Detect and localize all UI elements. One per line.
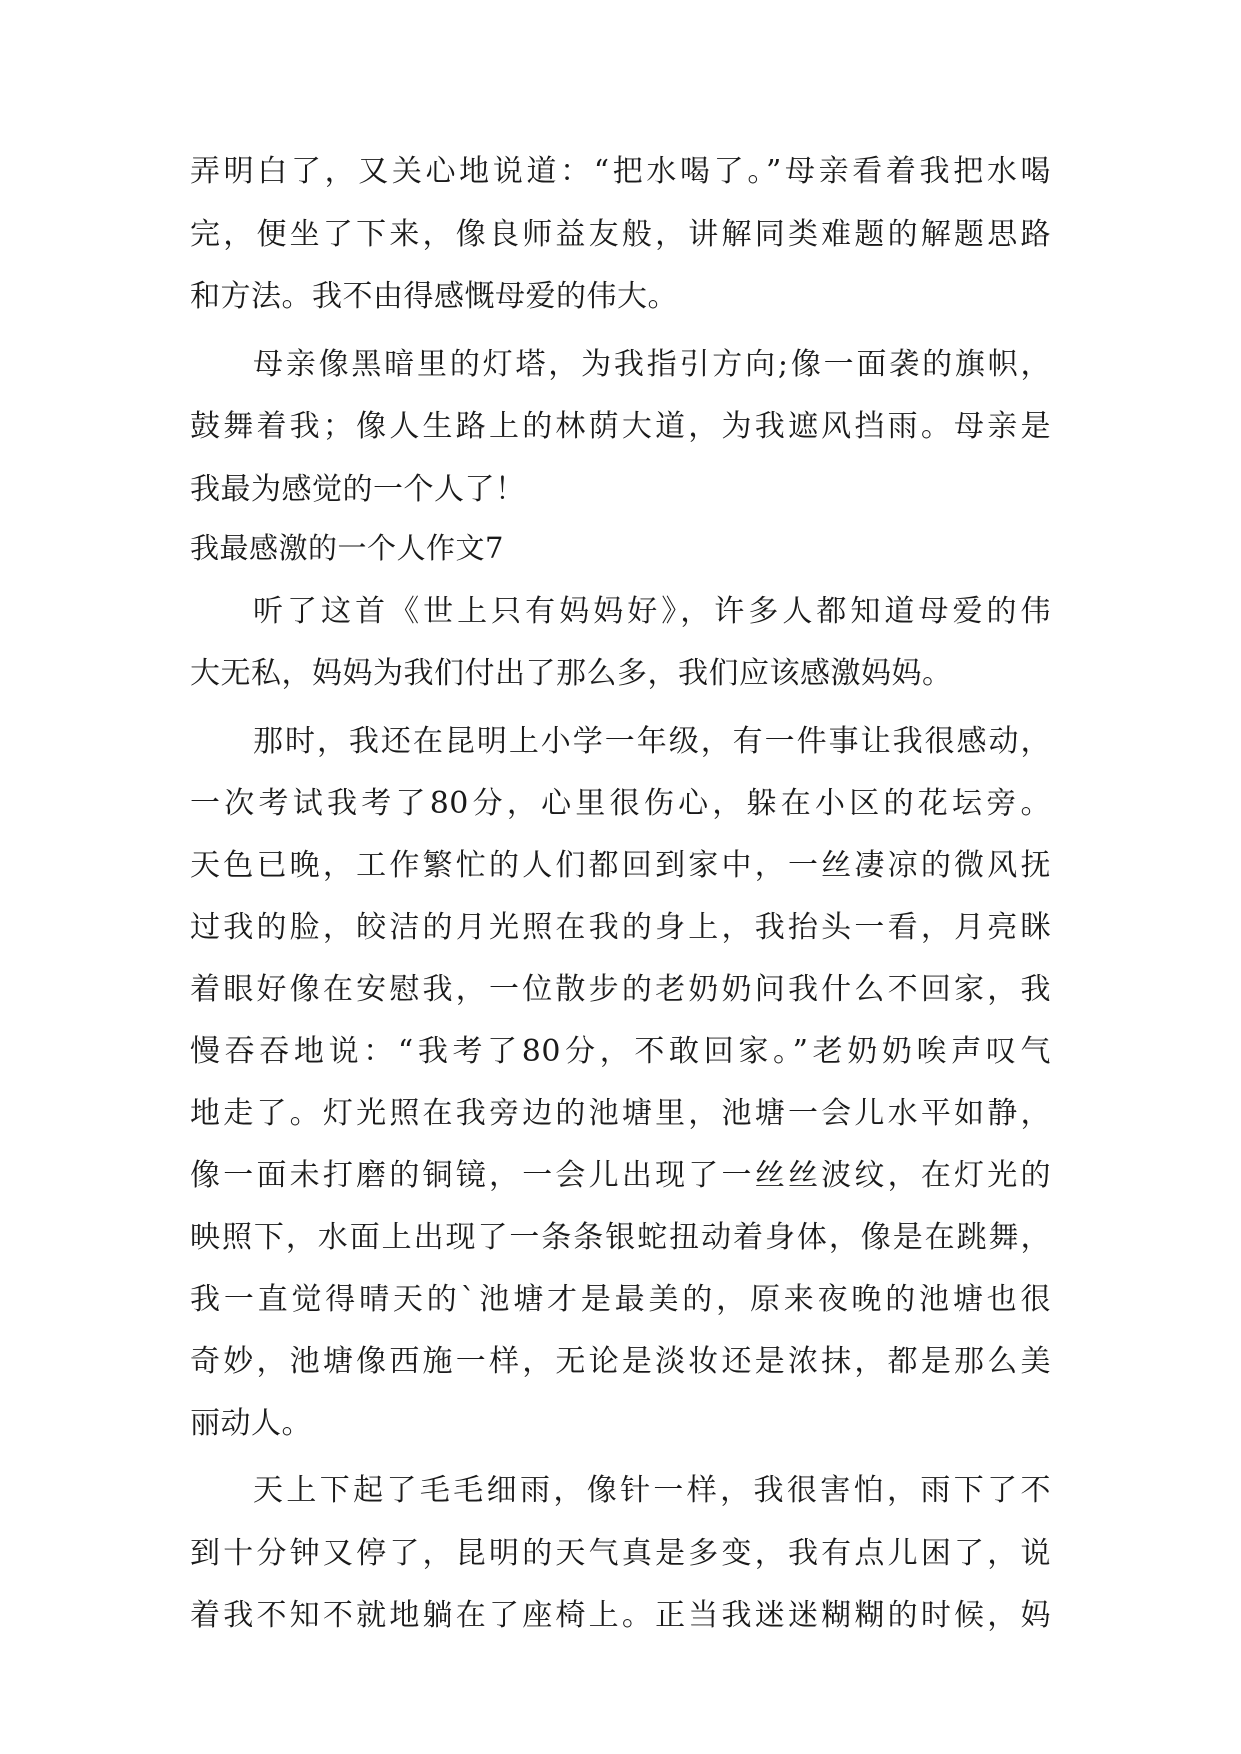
section-heading: 我最感激的一个人作文7 bbox=[190, 531, 504, 565]
paragraph-4-line-3: 天色已晚，工作繁忙的人们都回到家中，一丝凄凉的微风抚 bbox=[190, 848, 1051, 883]
paragraph-4-line-12: 丽动人。 bbox=[190, 1406, 312, 1441]
paragraph-4-line-8: 像一面未打磨的铜镜，一会儿出现了一丝丝波纹，在灯光的 bbox=[190, 1158, 1051, 1193]
paragraph-2-line-3: 我最为感觉的一个人了！ bbox=[190, 472, 526, 507]
paragraph-5-line-3: 着我不知不就地躺在了座椅上。正当我迷迷糊糊的时候，妈 bbox=[190, 1598, 1051, 1633]
paragraph-1-line-3: 和方法。我不由得感慨母爱的伟大。 bbox=[190, 279, 678, 314]
paragraph-4-line-7: 地走了。灯光照在我旁边的池塘里，池塘一会儿水平如静， bbox=[190, 1096, 1051, 1131]
paragraph-4-line-4: 过我的脸，皎洁的月光照在我的身上，我抬头一看，月亮眯 bbox=[190, 910, 1051, 945]
paragraph-1-line-1: 弄明白了，又关心地说道：“把水喝了。”母亲看着我把水喝 bbox=[190, 154, 1051, 189]
paragraph-4-line-1: 那时，我还在昆明上小学一年级，有一件事让我很感动， bbox=[253, 724, 1051, 759]
paragraph-3-line-1: 听了这首《世上只有妈妈好》，许多人都知道母爱的伟 bbox=[253, 594, 1051, 629]
paragraph-4-line-5: 着眼好像在安慰我，一位散步的老奶奶问我什么不回家，我 bbox=[190, 972, 1051, 1007]
paragraph-2-line-1: 母亲像黑暗里的灯塔，为我指引方向;像一面袭的旗帜， bbox=[253, 347, 1051, 382]
paragraph-4-line-6: 慢吞吞地说：“我考了80分，不敢回家。”老奶奶唉声叹气 bbox=[190, 1034, 1051, 1069]
paragraph-1-line-2: 完，便坐了下来，像良师益友般，讲解同类难题的解题思路 bbox=[190, 217, 1051, 252]
paragraph-5-line-1: 天上下起了毛毛细雨，像针一样，我很害怕，雨下了不 bbox=[253, 1473, 1051, 1508]
paragraph-3-line-2: 大无私，妈妈为我们付出了那么多，我们应该感激妈妈。 bbox=[190, 656, 953, 691]
paragraph-4-line-11: 奇妙，池塘像西施一样，无论是淡妆还是浓抹，都是那么美 bbox=[190, 1344, 1051, 1379]
paragraph-4-line-2: 一次考试我考了80分，心里很伤心，躲在小区的花坛旁。 bbox=[190, 786, 1051, 821]
paragraph-4-line-10: 我一直觉得晴天的`池塘才是最美的，原来夜晚的池塘也很 bbox=[190, 1282, 1051, 1317]
paragraph-5-line-2: 到十分钟又停了，昆明的天气真是多变，我有点儿困了，说 bbox=[190, 1536, 1051, 1571]
paragraph-4-line-9: 映照下，水面上出现了一条条银蛇扭动着身体，像是在跳舞， bbox=[190, 1220, 1051, 1255]
paragraph-2-line-2: 鼓舞着我；像人生路上的林荫大道，为我遮风挡雨。母亲是 bbox=[190, 409, 1051, 444]
